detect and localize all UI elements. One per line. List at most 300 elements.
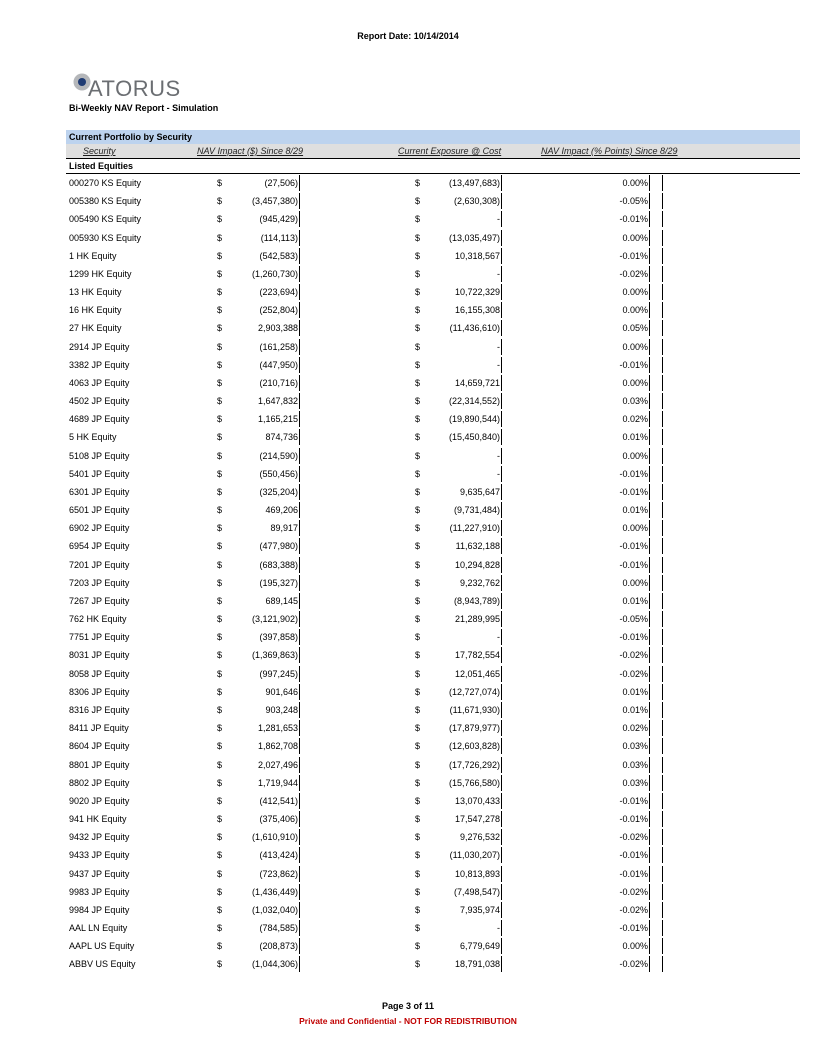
cell-divider (299, 611, 300, 627)
page-number: Page 3 of 11 (381, 1001, 435, 1011)
nav-pct-cell: -0.01% (619, 214, 648, 225)
col-header-security: Security (83, 146, 116, 156)
cell-divider (299, 302, 300, 318)
cell-divider (501, 284, 502, 300)
cell-divider (649, 829, 650, 845)
cell-divider (662, 230, 663, 246)
currency-symbol: $ (217, 505, 223, 516)
currency-symbol: $ (217, 305, 223, 316)
cell-divider (662, 320, 663, 336)
cell-divider (501, 448, 502, 464)
nav-pct-cell: 0.01% (622, 704, 648, 715)
currency-symbol: $ (217, 486, 223, 497)
security-cell: 5401 JP Equity (69, 468, 130, 479)
table-row (66, 592, 800, 610)
nav-pct-cell: -0.02% (619, 668, 648, 679)
table-row (66, 338, 800, 356)
security-cell: 005490 KS Equity (69, 214, 142, 225)
nav-impact-cell: (161,258) (259, 341, 298, 352)
exposure-cell: (7,498,547) (453, 886, 500, 897)
nav-impact-cell: (195,327) (259, 577, 298, 588)
currency-symbol: $ (217, 686, 223, 697)
cell-divider (501, 593, 502, 609)
nav-pct-cell: -0.01% (619, 559, 648, 570)
nav-pct-cell: 0.00% (622, 232, 648, 243)
cell-divider (649, 757, 650, 773)
security-cell: 9983 JP Equity (69, 886, 130, 897)
table-row (66, 937, 800, 955)
currency-symbol: $ (415, 541, 421, 552)
currency-symbol: $ (415, 377, 421, 388)
currency-symbol: $ (415, 850, 421, 861)
cell-divider (662, 666, 663, 682)
table-row (66, 501, 800, 519)
security-cell: ABBV US Equity (69, 959, 136, 970)
table-row (66, 628, 800, 646)
cell-divider (501, 248, 502, 264)
table-row (66, 174, 800, 192)
cell-divider (299, 829, 300, 845)
cell-divider (299, 230, 300, 246)
cell-divider (662, 938, 663, 954)
col-header-nav-pct: NAV Impact (% Points) Since 8/29 (541, 146, 678, 156)
cell-divider (662, 720, 663, 736)
cell-divider (649, 629, 650, 645)
nav-pct-cell: 0.03% (622, 396, 648, 407)
cell-divider (649, 429, 650, 445)
security-cell: 5 HK Equity (69, 432, 117, 443)
nav-impact-cell: (223,694) (259, 287, 298, 298)
exposure-cell: 10,294,828 (454, 559, 500, 570)
nav-impact-cell: (1,436,449) (251, 886, 298, 897)
cell-divider (662, 593, 663, 609)
cell-divider (299, 466, 300, 482)
cell-divider (662, 302, 663, 318)
nav-impact-cell: (252,804) (259, 305, 298, 316)
nav-impact-cell: (1,610,910) (251, 832, 298, 843)
currency-symbol: $ (217, 250, 223, 261)
security-cell: AAL LN Equity (69, 923, 128, 934)
nav-pct-cell: -0.02% (619, 650, 648, 661)
confidential-notice: Private and Confidential - NOT FOR REDISTRIBUTION (299, 1016, 517, 1026)
table-row (66, 483, 800, 501)
currency-symbol: $ (217, 668, 223, 679)
nav-impact-cell: (1,260,730) (251, 268, 298, 279)
currency-symbol: $ (217, 795, 223, 806)
cell-divider (299, 248, 300, 264)
currency-symbol: $ (415, 650, 421, 661)
security-cell: 9433 JP Equity (69, 850, 130, 861)
security-cell: AAPL US Equity (69, 941, 135, 952)
security-cell: 000270 KS Equity (69, 178, 142, 188)
currency-symbol: $ (217, 559, 223, 570)
currency-symbol: $ (217, 904, 223, 915)
nav-impact-cell: (413,424) (259, 850, 298, 861)
security-cell: 7267 JP Equity (69, 595, 130, 606)
exposure-cell: 13,070,433 (454, 795, 500, 806)
security-cell: 6954 JP Equity (69, 541, 130, 552)
currency-symbol: $ (415, 795, 421, 806)
cell-divider (662, 738, 663, 754)
cell-divider (501, 466, 502, 482)
currency-symbol: $ (217, 323, 223, 334)
cell-divider (501, 647, 502, 663)
table-row (66, 392, 800, 410)
cell-divider (299, 902, 300, 918)
cell-divider (662, 793, 663, 809)
currency-symbol: $ (217, 214, 223, 225)
cell-divider (649, 302, 650, 318)
nav-pct-cell: 0.05% (622, 323, 648, 334)
table-row (66, 428, 800, 446)
currency-symbol: $ (415, 886, 421, 897)
currency-symbol: $ (217, 704, 223, 715)
cell-divider (501, 847, 502, 863)
cell-divider (649, 702, 650, 718)
cell-divider (662, 629, 663, 645)
nav-pct-cell: -0.02% (619, 959, 648, 970)
table-row (66, 701, 800, 719)
table-row (66, 792, 800, 810)
cell-divider (501, 829, 502, 845)
cell-divider (299, 666, 300, 682)
security-cell: 9437 JP Equity (69, 868, 130, 879)
exposure-cell: (11,227,910) (449, 523, 500, 534)
cell-divider (299, 847, 300, 863)
cell-divider (299, 938, 300, 954)
nav-impact-cell: (723,862) (259, 868, 298, 879)
nav-impact-cell: (114,113) (260, 232, 298, 243)
exposure-cell: - (497, 359, 500, 370)
exposure-cell: (12,727,074) (448, 686, 500, 697)
table-row (66, 537, 800, 555)
cell-divider (662, 193, 663, 209)
exposure-cell: - (497, 923, 500, 934)
cell-divider (662, 411, 663, 427)
currency-symbol: $ (415, 323, 421, 334)
currency-symbol: $ (415, 923, 421, 934)
cell-divider (501, 429, 502, 445)
cell-divider (299, 284, 300, 300)
table-row (66, 556, 800, 574)
cell-divider (299, 956, 300, 972)
nav-pct-cell: -0.01% (619, 814, 648, 825)
currency-symbol: $ (217, 396, 223, 407)
currency-symbol: $ (415, 614, 421, 625)
currency-symbol: $ (217, 468, 223, 479)
security-cell: 8316 JP Equity (69, 704, 130, 715)
nav-pct-cell: 0.00% (622, 178, 648, 188)
cell-divider (299, 884, 300, 900)
nav-pct-cell: -0.05% (619, 614, 648, 625)
exposure-cell: (11,436,610) (449, 323, 500, 334)
cell-divider (662, 575, 663, 591)
nav-pct-cell: 0.03% (622, 777, 648, 788)
exposure-cell: 16,155,308 (454, 305, 500, 316)
currency-symbol: $ (217, 268, 223, 279)
currency-symbol: $ (217, 523, 223, 534)
table-row (66, 374, 800, 392)
nav-pct-cell: -0.01% (619, 923, 648, 934)
currency-symbol: $ (217, 414, 223, 425)
exposure-cell: (11,030,207) (449, 850, 500, 861)
col-header-nav-impact: NAV Impact ($) Since 8/29 (197, 146, 304, 156)
currency-symbol: $ (217, 850, 223, 861)
exposure-cell: (17,879,977) (448, 723, 500, 734)
nav-pct-cell: -0.01% (619, 632, 648, 643)
cell-divider (501, 775, 502, 791)
cell-divider (649, 593, 650, 609)
cell-divider (299, 175, 300, 191)
table-row (66, 574, 800, 592)
nav-pct-cell: -0.05% (619, 196, 648, 207)
security-cell: 8802 JP Equity (69, 777, 130, 788)
group-label: Listed Equities (66, 159, 800, 174)
nav-pct-cell: 0.02% (622, 723, 648, 734)
cell-divider (662, 502, 663, 518)
security-cell: 9020 JP Equity (69, 795, 130, 806)
cell-divider (662, 357, 663, 373)
table-row (66, 955, 800, 973)
security-cell: 1299 HK Equity (69, 268, 132, 279)
table-row (66, 247, 800, 265)
exposure-cell: 17,547,278 (454, 814, 500, 825)
exposure-cell: 10,813,893 (454, 868, 500, 879)
currency-symbol: $ (415, 359, 421, 370)
cell-divider (649, 502, 650, 518)
currency-symbol: $ (217, 287, 223, 298)
currency-symbol: $ (415, 868, 421, 879)
table-row (66, 265, 800, 283)
cell-divider (299, 448, 300, 464)
cell-divider (649, 320, 650, 336)
currency-symbol: $ (217, 341, 223, 352)
cell-divider (662, 884, 663, 900)
exposure-cell: - (497, 214, 500, 225)
security-cell: 9984 JP Equity (69, 904, 130, 915)
cell-divider (299, 793, 300, 809)
currency-symbol: $ (415, 414, 421, 425)
exposure-cell: (15,450,840) (448, 432, 500, 443)
exposure-cell: (15,766,580) (448, 777, 500, 788)
table-row (66, 356, 800, 374)
cell-divider (662, 393, 663, 409)
security-cell: 7751 JP Equity (69, 632, 130, 643)
nav-impact-cell: 874,736 (265, 432, 298, 443)
security-cell: 2914 JP Equity (69, 341, 130, 352)
cell-divider (501, 702, 502, 718)
cell-divider (649, 611, 650, 627)
cell-divider (299, 920, 300, 936)
nav-impact-cell: (683,388) (259, 559, 298, 570)
cell-divider (649, 448, 650, 464)
table-row (66, 646, 800, 664)
security-cell: 1 HK Equity (69, 250, 117, 261)
cell-divider (649, 666, 650, 682)
cell-divider (501, 357, 502, 373)
currency-symbol: $ (217, 650, 223, 661)
security-cell: 6501 JP Equity (69, 505, 130, 516)
cell-divider (299, 520, 300, 536)
currency-symbol: $ (415, 232, 421, 243)
exposure-cell: 10,722,329 (454, 287, 500, 298)
table-row (66, 610, 800, 628)
currency-symbol: $ (415, 759, 421, 770)
cell-divider (501, 956, 502, 972)
cell-divider (662, 557, 663, 573)
nav-pct-cell: -0.01% (619, 486, 648, 497)
currency-symbol: $ (415, 686, 421, 697)
nav-pct-cell: 0.03% (622, 741, 648, 752)
cell-divider (299, 557, 300, 573)
security-cell: 4502 JP Equity (69, 396, 130, 407)
table-row (66, 828, 800, 846)
cell-divider (501, 793, 502, 809)
nav-impact-cell: (3,457,380) (251, 196, 298, 207)
cell-divider (299, 629, 300, 645)
exposure-cell: (22,314,552) (448, 396, 500, 407)
table-row (66, 883, 800, 901)
table-body (66, 174, 800, 974)
currency-symbol: $ (415, 450, 421, 461)
security-cell: 4689 JP Equity (69, 414, 130, 425)
nav-pct-cell: -0.02% (619, 268, 648, 279)
exposure-cell: 10,318,567 (454, 250, 500, 261)
currency-symbol: $ (217, 777, 223, 788)
cell-divider (299, 647, 300, 663)
cell-divider (299, 320, 300, 336)
currency-symbol: $ (415, 432, 421, 443)
cell-divider (662, 684, 663, 700)
cell-divider (662, 448, 663, 464)
cell-divider (299, 757, 300, 773)
security-cell: 27 HK Equity (69, 323, 122, 334)
cell-divider (501, 320, 502, 336)
currency-symbol: $ (415, 396, 421, 407)
cell-divider (662, 175, 663, 191)
security-cell: 8801 JP Equity (69, 759, 130, 770)
security-cell: 3382 JP Equity (69, 359, 130, 370)
cell-divider (501, 884, 502, 900)
currency-symbol: $ (217, 868, 223, 879)
nav-pct-cell: 0.00% (622, 305, 648, 316)
table-row (66, 192, 800, 210)
section-header: Current Portfolio by Security (66, 130, 800, 144)
currency-symbol: $ (217, 577, 223, 588)
cell-divider (299, 702, 300, 718)
cell-divider (662, 866, 663, 882)
exposure-cell: 12,051,465 (454, 668, 500, 679)
cell-divider (662, 466, 663, 482)
security-cell: 8604 JP Equity (69, 741, 130, 752)
table-row (66, 283, 800, 301)
nav-pct-cell: 0.00% (622, 341, 648, 352)
cell-divider (299, 593, 300, 609)
cell-divider (501, 502, 502, 518)
cell-divider (662, 847, 663, 863)
exposure-cell: 21,289,995 (454, 614, 500, 625)
cell-divider (501, 920, 502, 936)
cell-divider (662, 520, 663, 536)
cell-divider (662, 775, 663, 791)
nav-pct-cell: -0.01% (619, 541, 648, 552)
cell-divider (649, 520, 650, 536)
security-cell: 4063 JP Equity (69, 377, 130, 388)
cell-divider (299, 866, 300, 882)
cell-divider (299, 775, 300, 791)
security-cell: 941 HK Equity (69, 814, 127, 825)
currency-symbol: $ (217, 632, 223, 643)
nav-pct-cell: 0.00% (622, 287, 648, 298)
security-cell: 005380 KS Equity (69, 196, 142, 207)
cell-divider (501, 684, 502, 700)
nav-impact-cell: 1,862,708 (257, 741, 298, 752)
exposure-cell: 7,935,974 (459, 904, 500, 915)
currency-symbol: $ (217, 614, 223, 625)
nav-impact-cell: (477,980) (259, 541, 298, 552)
currency-symbol: $ (217, 923, 223, 934)
cell-divider (501, 611, 502, 627)
cell-divider (649, 684, 650, 700)
nav-pct-cell: -0.01% (619, 359, 648, 370)
currency-symbol: $ (217, 832, 223, 843)
nav-impact-cell: (27,506) (264, 178, 298, 188)
cell-divider (649, 230, 650, 246)
cell-divider (501, 211, 502, 227)
currency-symbol: $ (217, 941, 223, 952)
table-row (66, 719, 800, 737)
currency-symbol: $ (217, 886, 223, 897)
security-cell: 6301 JP Equity (69, 486, 130, 497)
nav-pct-cell: 0.00% (622, 377, 648, 388)
cell-divider (649, 738, 650, 754)
cell-divider (662, 429, 663, 445)
currency-symbol: $ (415, 959, 421, 970)
cell-divider (662, 266, 663, 282)
currency-symbol: $ (217, 377, 223, 388)
security-cell: 5108 JP Equity (69, 450, 130, 461)
exposure-cell: - (497, 450, 500, 461)
table-row (66, 319, 800, 337)
cell-divider (501, 575, 502, 591)
table-row (66, 210, 800, 228)
cell-divider (299, 684, 300, 700)
currency-symbol: $ (415, 632, 421, 643)
currency-symbol: $ (217, 232, 223, 243)
cell-divider (501, 302, 502, 318)
currency-symbol: $ (217, 359, 223, 370)
cell-divider (662, 647, 663, 663)
currency-symbol: $ (217, 541, 223, 552)
nav-pct-cell: -0.01% (619, 850, 648, 861)
cell-divider (501, 866, 502, 882)
nav-pct-cell: 0.00% (622, 450, 648, 461)
cell-divider (299, 339, 300, 355)
security-cell: 13 HK Equity (69, 287, 122, 298)
exposure-cell: (17,726,292) (448, 759, 500, 770)
exposure-cell: (2,630,308) (453, 196, 500, 207)
currency-symbol: $ (217, 959, 223, 970)
cell-divider (501, 175, 502, 191)
cell-divider (501, 757, 502, 773)
cell-divider (501, 738, 502, 754)
currency-symbol: $ (217, 759, 223, 770)
cell-divider (501, 375, 502, 391)
currency-symbol: $ (415, 287, 421, 298)
table-row (66, 810, 800, 828)
cell-divider (501, 411, 502, 427)
cell-divider (501, 538, 502, 554)
